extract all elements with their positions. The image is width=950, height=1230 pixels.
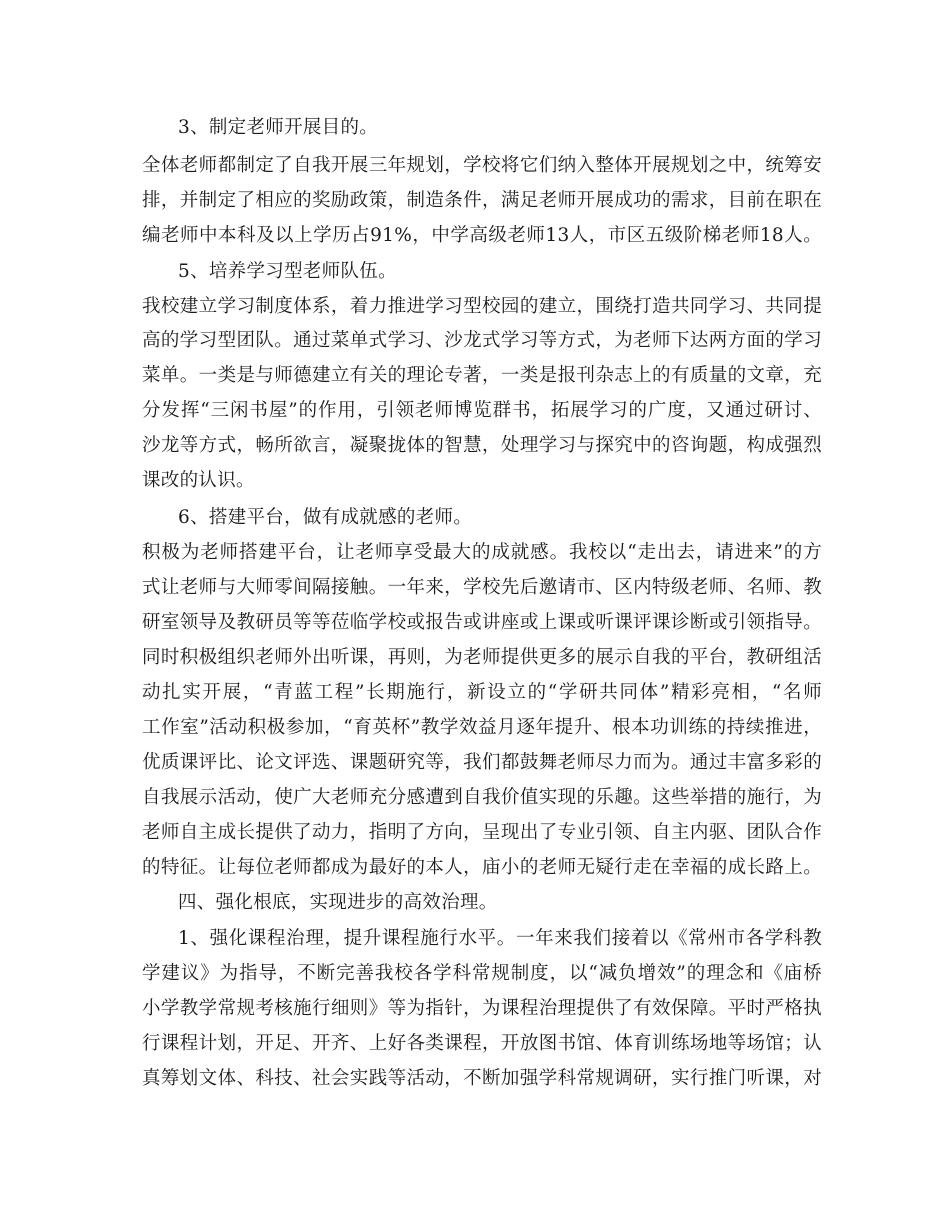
paragraph-line: 积极为老师搭建平台，让老师享受最大的成就感。我校以“走出去，请进来”的方 bbox=[142, 542, 822, 563]
paragraph-line: 学建议》为指导，不断完善我校各学科常规制度，以“减负增效”的理念和《庙桥 bbox=[142, 963, 822, 984]
paragraph-line: 沙龙等方式，畅所欲言，凝聚拢体的智慧，处理学习与探究中的咨询题，构成强烈 bbox=[142, 435, 822, 456]
paragraph-line: 排，并制定了相应的奖励政策，制造条件，满足老师开展成功的需求，目前在职在 bbox=[142, 190, 822, 211]
paragraph-line: 真筹划文体、科技、社会实践等活动，不断加强学科常规调研，实行推门听课，对 bbox=[142, 1068, 822, 1089]
section-heading-4: 四、强化根底，实现进步的高效治理。 bbox=[178, 892, 498, 913]
section-heading-5: 5、培养学习型老师队伍。 bbox=[178, 261, 397, 282]
paragraph-line: 编老师中本科及以上学历占91%，中学高级老师13人，市区五级阶梯老师18人。 bbox=[142, 225, 822, 246]
paragraph-line: 全体老师都制定了自我开展三年规划，学校将它们纳入整体开展规划之中，统筹安 bbox=[142, 155, 822, 176]
paragraph-line: 1、强化课程治理，提升课程施行水平。一年来我们接着以《常州市各学科教 bbox=[178, 928, 822, 949]
paragraph-line: 课改的认识。 bbox=[142, 470, 255, 491]
paragraph-line: 工作室”活动积极参加，“育英杯”教学效益月逐年提升、根本功训练的持续推进， bbox=[142, 717, 822, 738]
section-heading-3: 3、制定老师开展目的。 bbox=[178, 117, 379, 138]
paragraph-line: 行课程计划，开足、开齐、上好各类课程，开放图书馆、体育训练场地等场馆；认 bbox=[142, 1033, 822, 1054]
paragraph-line: 菜单。一类是与师德建立有关的理论专著，一类是报刊杂志上的有质量的文章，充 bbox=[142, 365, 822, 386]
paragraph-line: 高的学习型团队。通过菜单式学习、沙龙式学习等方式，为老师下达两方面的学习 bbox=[142, 330, 822, 351]
paragraph-line: 小学教学常规考核施行细则》等为指针，为课程治理提供了有效保障。平时严格执 bbox=[142, 998, 822, 1019]
paragraph-line: 优质课评比、论文评选、课题研究等，我们都鼓舞老师尽力而为。通过丰富多彩的 bbox=[142, 752, 822, 773]
paragraph-line: 式让老师与大师零间隔接触。一年来，学校先后邀请市、区内特级老师、名师、教 bbox=[142, 577, 822, 598]
paragraph-line: 分发挥“三闲书屋”的作用，引领老师博览群书，拓展学习的广度，又通过研讨、 bbox=[142, 400, 822, 421]
paragraph-line: 我校建立学习制度体系，着力推进学习型校园的建立，围绕打造共同学习、共同提 bbox=[142, 296, 822, 317]
paragraph-line: 研室领导及教研员等等莅临学校或报告或讲座或上课或听课评课诊断或引领指导。 bbox=[142, 612, 822, 633]
paragraph-line: 动扎实开展，“青蓝工程”长期施行，新设立的“学研共同体”精彩亮相，“名师 bbox=[142, 682, 822, 703]
paragraph-line: 的特征。让每位老师都成为最好的本人，庙小的老师无疑行走在幸福的成长路上。 bbox=[142, 857, 822, 878]
paragraph-line: 自我展示活动，使广大老师充分感遭到自我价值实现的乐趣。这些举措的施行，为 bbox=[142, 787, 822, 808]
paragraph-line: 同时积极组织老师外出听课，再则，为老师提供更多的展示自我的平台，教研组活 bbox=[142, 647, 822, 668]
section-heading-6: 6、搭建平台，做有成就感的老师。 bbox=[178, 507, 473, 528]
paragraph-line: 老师自主成长提供了动力，指明了方向，呈现出了专业引领、自主内驱、团队合作 bbox=[142, 822, 822, 843]
